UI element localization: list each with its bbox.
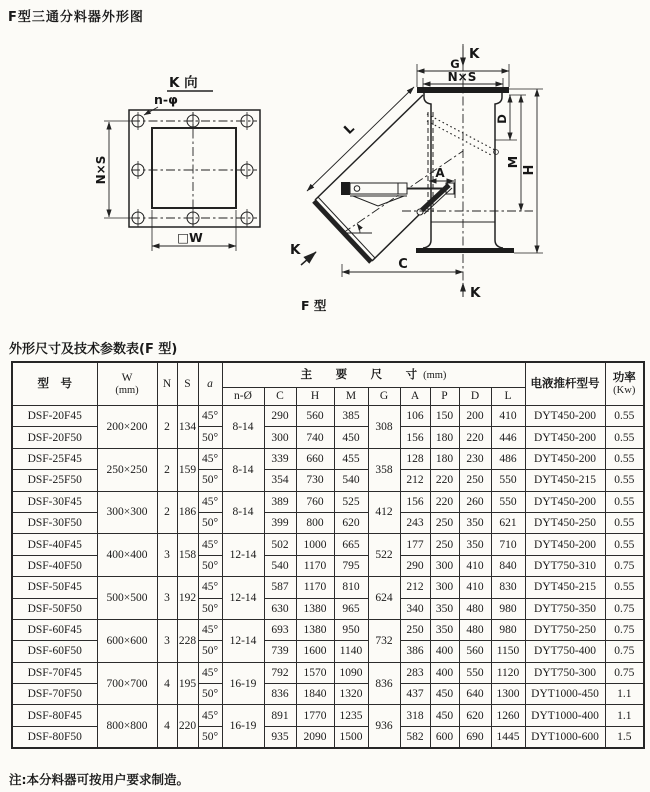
cell-ang: 50° (198, 726, 222, 747)
cell-g: 936 (368, 705, 400, 748)
cell-m: 665 (334, 534, 368, 555)
col-header-h: H (296, 388, 334, 406)
cell-d: 250 (459, 470, 491, 491)
cell-ang: 45° (198, 577, 222, 598)
cell-p: 600 (430, 726, 459, 747)
dimension-c (342, 257, 463, 277)
table-row (12, 577, 644, 598)
col-header-p: P (430, 388, 459, 406)
cell-h: 1570 (296, 662, 334, 683)
cell-l: 980 (491, 619, 525, 640)
cell-n: 4 (157, 662, 177, 705)
cell-model: DSF-30F45 (12, 491, 97, 512)
cell-w: 200×200 (97, 406, 157, 449)
cell-s: 134 (177, 406, 198, 449)
cell-ang: 45° (198, 406, 222, 427)
cell-m: 525 (334, 491, 368, 512)
cell-c: 399 (264, 512, 296, 533)
cell-h: 740 (296, 427, 334, 448)
cell-a: 243 (400, 512, 430, 533)
cell-model: DSF-30F50 (12, 512, 97, 533)
cell-ndia: 8-14 (222, 406, 264, 449)
cell-m: 1320 (334, 684, 368, 705)
cell-model: DSF-25F45 (12, 448, 97, 469)
bolt-holes (132, 112, 253, 227)
cell-h: 1170 (296, 555, 334, 576)
svg-text:M: M (505, 155, 520, 169)
col-header-power: 功率 (Kw) (605, 362, 644, 406)
cell-s: 220 (177, 705, 198, 748)
cell-n: 4 (157, 705, 177, 748)
cell-h: 560 (296, 406, 334, 427)
cell-h: 1000 (296, 534, 334, 555)
cell-p: 400 (430, 641, 459, 662)
col-header-ndia: n-Ø (222, 388, 264, 406)
cell-a: 250 (400, 619, 430, 640)
cell-c: 792 (264, 662, 296, 683)
cell-kw: 0.55 (605, 406, 644, 427)
cell-c: 836 (264, 684, 296, 705)
table-row (12, 619, 644, 640)
cell-d: 560 (459, 641, 491, 662)
cell-h: 2090 (296, 726, 334, 747)
cell-h: 1380 (296, 598, 334, 619)
cell-rod: DYT450-200 (525, 427, 605, 448)
cell-m: 385 (334, 406, 368, 427)
cell-kw: 0.75 (605, 662, 644, 683)
cell-model: DSF-60F45 (12, 619, 97, 640)
cell-d: 410 (459, 577, 491, 598)
cell-p: 300 (430, 577, 459, 598)
cell-rod: DYT1000-450 (525, 684, 605, 705)
cell-c: 290 (264, 406, 296, 427)
body-outline (416, 87, 514, 253)
cell-model: DSF-80F45 (12, 705, 97, 726)
cell-kw: 0.55 (605, 534, 644, 555)
cell-h: 1170 (296, 577, 334, 598)
cell-p: 150 (430, 406, 459, 427)
cell-m: 620 (334, 512, 368, 533)
dimension-ns (94, 121, 132, 218)
cell-c: 502 (264, 534, 296, 555)
svg-text:A: A (435, 166, 445, 180)
cell-c: 389 (264, 491, 296, 512)
footnote: 注:本分料器可按用户要求制造。 (9, 772, 189, 787)
cell-p: 220 (430, 470, 459, 491)
cell-l: 980 (491, 598, 525, 619)
flange-view (94, 74, 260, 251)
cell-g: 522 (368, 534, 400, 577)
cell-ndia: 16-19 (222, 705, 264, 748)
cell-n: 2 (157, 406, 177, 449)
col-header-angle: a (198, 362, 222, 406)
cell-l: 1120 (491, 662, 525, 683)
k-arrow-side (290, 242, 316, 265)
cell-model: DSF-70F50 (12, 684, 97, 705)
cell-l: 486 (491, 448, 525, 469)
cell-d: 350 (459, 512, 491, 533)
cell-ang: 50° (198, 598, 222, 619)
cell-p: 250 (430, 512, 459, 533)
cell-n: 2 (157, 491, 177, 534)
cell-ndia: 8-14 (222, 448, 264, 491)
cell-m: 965 (334, 598, 368, 619)
cell-ang: 45° (198, 448, 222, 469)
cell-a: 582 (400, 726, 430, 747)
cell-g: 624 (368, 577, 400, 620)
cell-p: 220 (430, 491, 459, 512)
cell-ndia: 12-14 (222, 619, 264, 662)
dimension-ns-top (423, 70, 503, 84)
cell-p: 450 (430, 684, 459, 705)
cell-kw: 1.1 (605, 705, 644, 726)
cell-m: 810 (334, 577, 368, 598)
cell-kw: 1.5 (605, 726, 644, 747)
cell-n: 2 (157, 448, 177, 491)
cell-rod: DYT750-400 (525, 641, 605, 662)
dimension-h (509, 89, 543, 253)
cell-l: 830 (491, 577, 525, 598)
cell-w: 600×600 (97, 619, 157, 662)
cell-l: 621 (491, 512, 525, 533)
svg-text:L: L (341, 121, 358, 138)
spec-table (11, 361, 645, 749)
cell-c: 935 (264, 726, 296, 747)
bolt-pitch-label: N×S (94, 155, 108, 185)
cell-c: 587 (264, 577, 296, 598)
dimension-m (505, 95, 521, 211)
cell-n: 3 (157, 534, 177, 577)
cell-l: 1260 (491, 705, 525, 726)
cell-kw: 0.75 (605, 641, 644, 662)
svg-text:C: C (398, 257, 408, 272)
cell-a: 283 (400, 662, 430, 683)
outline-drawing (0, 0, 650, 332)
cell-c: 300 (264, 427, 296, 448)
cell-a: 156 (400, 427, 430, 448)
cell-ang: 50° (198, 641, 222, 662)
cell-n: 3 (157, 577, 177, 620)
cell-ang: 45° (198, 619, 222, 640)
table-row (12, 491, 644, 512)
cell-rod: DYT450-250 (525, 512, 605, 533)
cell-kw: 0.75 (605, 619, 644, 640)
cell-w: 500×500 (97, 577, 157, 620)
k-arrow-top (463, 46, 480, 66)
cell-p: 180 (430, 427, 459, 448)
cell-w: 400×400 (97, 534, 157, 577)
cell-m: 455 (334, 448, 368, 469)
cell-p: 350 (430, 598, 459, 619)
cell-a: 290 (400, 555, 430, 576)
cell-ang: 50° (198, 555, 222, 576)
cell-model: DSF-40F50 (12, 555, 97, 576)
cell-kw: 0.55 (605, 448, 644, 469)
cell-c: 630 (264, 598, 296, 619)
table-row (12, 448, 644, 469)
cell-ndia: 12-14 (222, 577, 264, 620)
cell-c: 354 (264, 470, 296, 491)
cell-ang: 45° (198, 534, 222, 555)
cell-model: DSF-70F45 (12, 662, 97, 683)
cell-d: 220 (459, 427, 491, 448)
cell-a: 386 (400, 641, 430, 662)
cell-m: 1500 (334, 726, 368, 747)
cell-p: 300 (430, 555, 459, 576)
cell-h: 760 (296, 491, 334, 512)
cell-ang: 45° (198, 662, 222, 683)
cell-rod: DYT1000-600 (525, 726, 605, 747)
cell-model: DSF-50F50 (12, 598, 97, 619)
cell-m: 1090 (334, 662, 368, 683)
table-row (12, 662, 644, 683)
cell-m: 1235 (334, 705, 368, 726)
col-header-model: 型 号 (12, 362, 97, 406)
cell-rod: DYT450-215 (525, 577, 605, 598)
cell-s: 195 (177, 662, 198, 705)
col-header-main-dims: 主 要 尺 寸(mm) (222, 362, 525, 388)
cell-rod: DYT750-350 (525, 598, 605, 619)
col-header-d: D (459, 388, 491, 406)
cell-m: 540 (334, 470, 368, 491)
cell-d: 230 (459, 448, 491, 469)
cell-d: 620 (459, 705, 491, 726)
cell-rod: DYT450-215 (525, 470, 605, 491)
flange-width-label: □W (177, 230, 203, 245)
cell-l: 410 (491, 406, 525, 427)
cell-h: 1770 (296, 705, 334, 726)
cell-p: 350 (430, 619, 459, 640)
cell-d: 350 (459, 534, 491, 555)
cell-rod: DYT1000-400 (525, 705, 605, 726)
cell-c: 693 (264, 619, 296, 640)
col-header-n: N (157, 362, 177, 406)
cell-ndia: 12-14 (222, 534, 264, 577)
table-row (12, 406, 644, 427)
cell-kw: 0.55 (605, 577, 644, 598)
table-title: 外形尺寸及技术参数表(F 型) (9, 342, 178, 357)
cell-w: 250×250 (97, 448, 157, 491)
cell-ndia: 8-14 (222, 491, 264, 534)
cell-d: 480 (459, 619, 491, 640)
cell-d: 480 (459, 598, 491, 619)
cell-model: DSF-40F45 (12, 534, 97, 555)
cell-kw: 0.55 (605, 491, 644, 512)
cell-model: DSF-60F50 (12, 641, 97, 662)
cell-model: DSF-25F50 (12, 470, 97, 491)
cell-s: 158 (177, 534, 198, 577)
col-header-c: C (264, 388, 296, 406)
cell-h: 800 (296, 512, 334, 533)
col-header-g: G (368, 388, 400, 406)
svg-text:G: G (450, 57, 460, 71)
cell-l: 840 (491, 555, 525, 576)
cell-rod: DYT450-200 (525, 448, 605, 469)
side-view (290, 44, 543, 313)
cell-s: 228 (177, 619, 198, 662)
cell-a: 156 (400, 491, 430, 512)
cell-kw: 0.75 (605, 598, 644, 619)
cell-model: DSF-20F45 (12, 406, 97, 427)
cell-p: 450 (430, 705, 459, 726)
cell-g: 412 (368, 491, 400, 534)
cell-l: 550 (491, 491, 525, 512)
cell-rod: DYT750-310 (525, 555, 605, 576)
svg-text:H: H (522, 164, 537, 176)
cell-c: 540 (264, 555, 296, 576)
table-row (12, 705, 644, 726)
table-row (12, 534, 644, 555)
page-title: F型三通分料器外形图 (8, 10, 144, 25)
k-arrow-bottom (463, 283, 481, 301)
col-header-w: W (mm) (97, 362, 157, 406)
cell-model: DSF-50F45 (12, 577, 97, 598)
cell-kw: 0.75 (605, 555, 644, 576)
cell-s: 192 (177, 577, 198, 620)
cell-a: 128 (400, 448, 430, 469)
cell-rod: DYT450-200 (525, 406, 605, 427)
cell-kw: 1.1 (605, 684, 644, 705)
cell-ang: 50° (198, 427, 222, 448)
cell-l: 710 (491, 534, 525, 555)
cell-s: 159 (177, 448, 198, 491)
cell-kw: 0.55 (605, 427, 644, 448)
col-header-a: A (400, 388, 430, 406)
cell-l: 550 (491, 470, 525, 491)
cell-c: 739 (264, 641, 296, 662)
cell-g: 836 (368, 662, 400, 705)
svg-text:K: K (290, 242, 301, 258)
cell-l: 1445 (491, 726, 525, 747)
cell-h: 1840 (296, 684, 334, 705)
cell-d: 260 (459, 491, 491, 512)
cell-a: 318 (400, 705, 430, 726)
cell-h: 730 (296, 470, 334, 491)
cell-a: 212 (400, 470, 430, 491)
cell-rod: DYT450-200 (525, 491, 605, 512)
cell-a: 340 (400, 598, 430, 619)
cell-kw: 0.55 (605, 512, 644, 533)
cell-h: 1600 (296, 641, 334, 662)
cell-w: 300×300 (97, 491, 157, 534)
cell-h: 660 (296, 448, 334, 469)
cell-ndia: 16-19 (222, 662, 264, 705)
cell-g: 308 (368, 406, 400, 449)
cell-model: DSF-20F50 (12, 427, 97, 448)
cell-c: 339 (264, 448, 296, 469)
cell-m: 1140 (334, 641, 368, 662)
dimension-w (152, 210, 236, 251)
col-header-actuator: 电液推杆型号 (525, 362, 605, 406)
cell-ang: 50° (198, 470, 222, 491)
cell-rod: DYT750-300 (525, 662, 605, 683)
cell-p: 180 (430, 448, 459, 469)
cell-a: 106 (400, 406, 430, 427)
cell-c: 891 (264, 705, 296, 726)
svg-text:K: K (470, 285, 481, 301)
cell-g: 732 (368, 619, 400, 662)
svg-text:N×S: N×S (447, 70, 477, 84)
cell-d: 640 (459, 684, 491, 705)
view-direction-label: K 向 (169, 75, 198, 91)
cell-p: 250 (430, 534, 459, 555)
cell-s: 186 (177, 491, 198, 534)
holes-count-label: n-φ (154, 92, 178, 107)
svg-text:K: K (469, 46, 480, 62)
cell-ang: 50° (198, 512, 222, 533)
cell-d: 200 (459, 406, 491, 427)
cell-ang: 50° (198, 684, 222, 705)
cell-ang: 45° (198, 705, 222, 726)
cell-d: 550 (459, 662, 491, 683)
cell-a: 212 (400, 577, 430, 598)
cell-n: 3 (157, 619, 177, 662)
cell-rod: DYT450-200 (525, 534, 605, 555)
cell-model: DSF-80F50 (12, 726, 97, 747)
cell-g: 358 (368, 448, 400, 491)
cell-d: 410 (459, 555, 491, 576)
cell-m: 450 (334, 427, 368, 448)
cell-a: 177 (400, 534, 430, 555)
cell-h: 1380 (296, 619, 334, 640)
cell-kw: 0.55 (605, 470, 644, 491)
cell-m: 950 (334, 619, 368, 640)
cell-m: 795 (334, 555, 368, 576)
cell-a: 437 (400, 684, 430, 705)
type-label: F 型 (301, 298, 327, 313)
svg-text:D: D (495, 114, 509, 124)
col-header-s: S (177, 362, 198, 406)
col-header-l: L (491, 388, 525, 406)
cell-ang: 45° (198, 491, 222, 512)
cell-l: 1150 (491, 641, 525, 662)
col-header-m: M (334, 388, 368, 406)
cell-d: 690 (459, 726, 491, 747)
cell-p: 400 (430, 662, 459, 683)
cell-w: 800×800 (97, 705, 157, 748)
dimension-l (307, 87, 414, 191)
cell-w: 700×700 (97, 662, 157, 705)
cell-l: 1300 (491, 684, 525, 705)
cell-l: 446 (491, 427, 525, 448)
cell-rod: DYT750-250 (525, 619, 605, 640)
